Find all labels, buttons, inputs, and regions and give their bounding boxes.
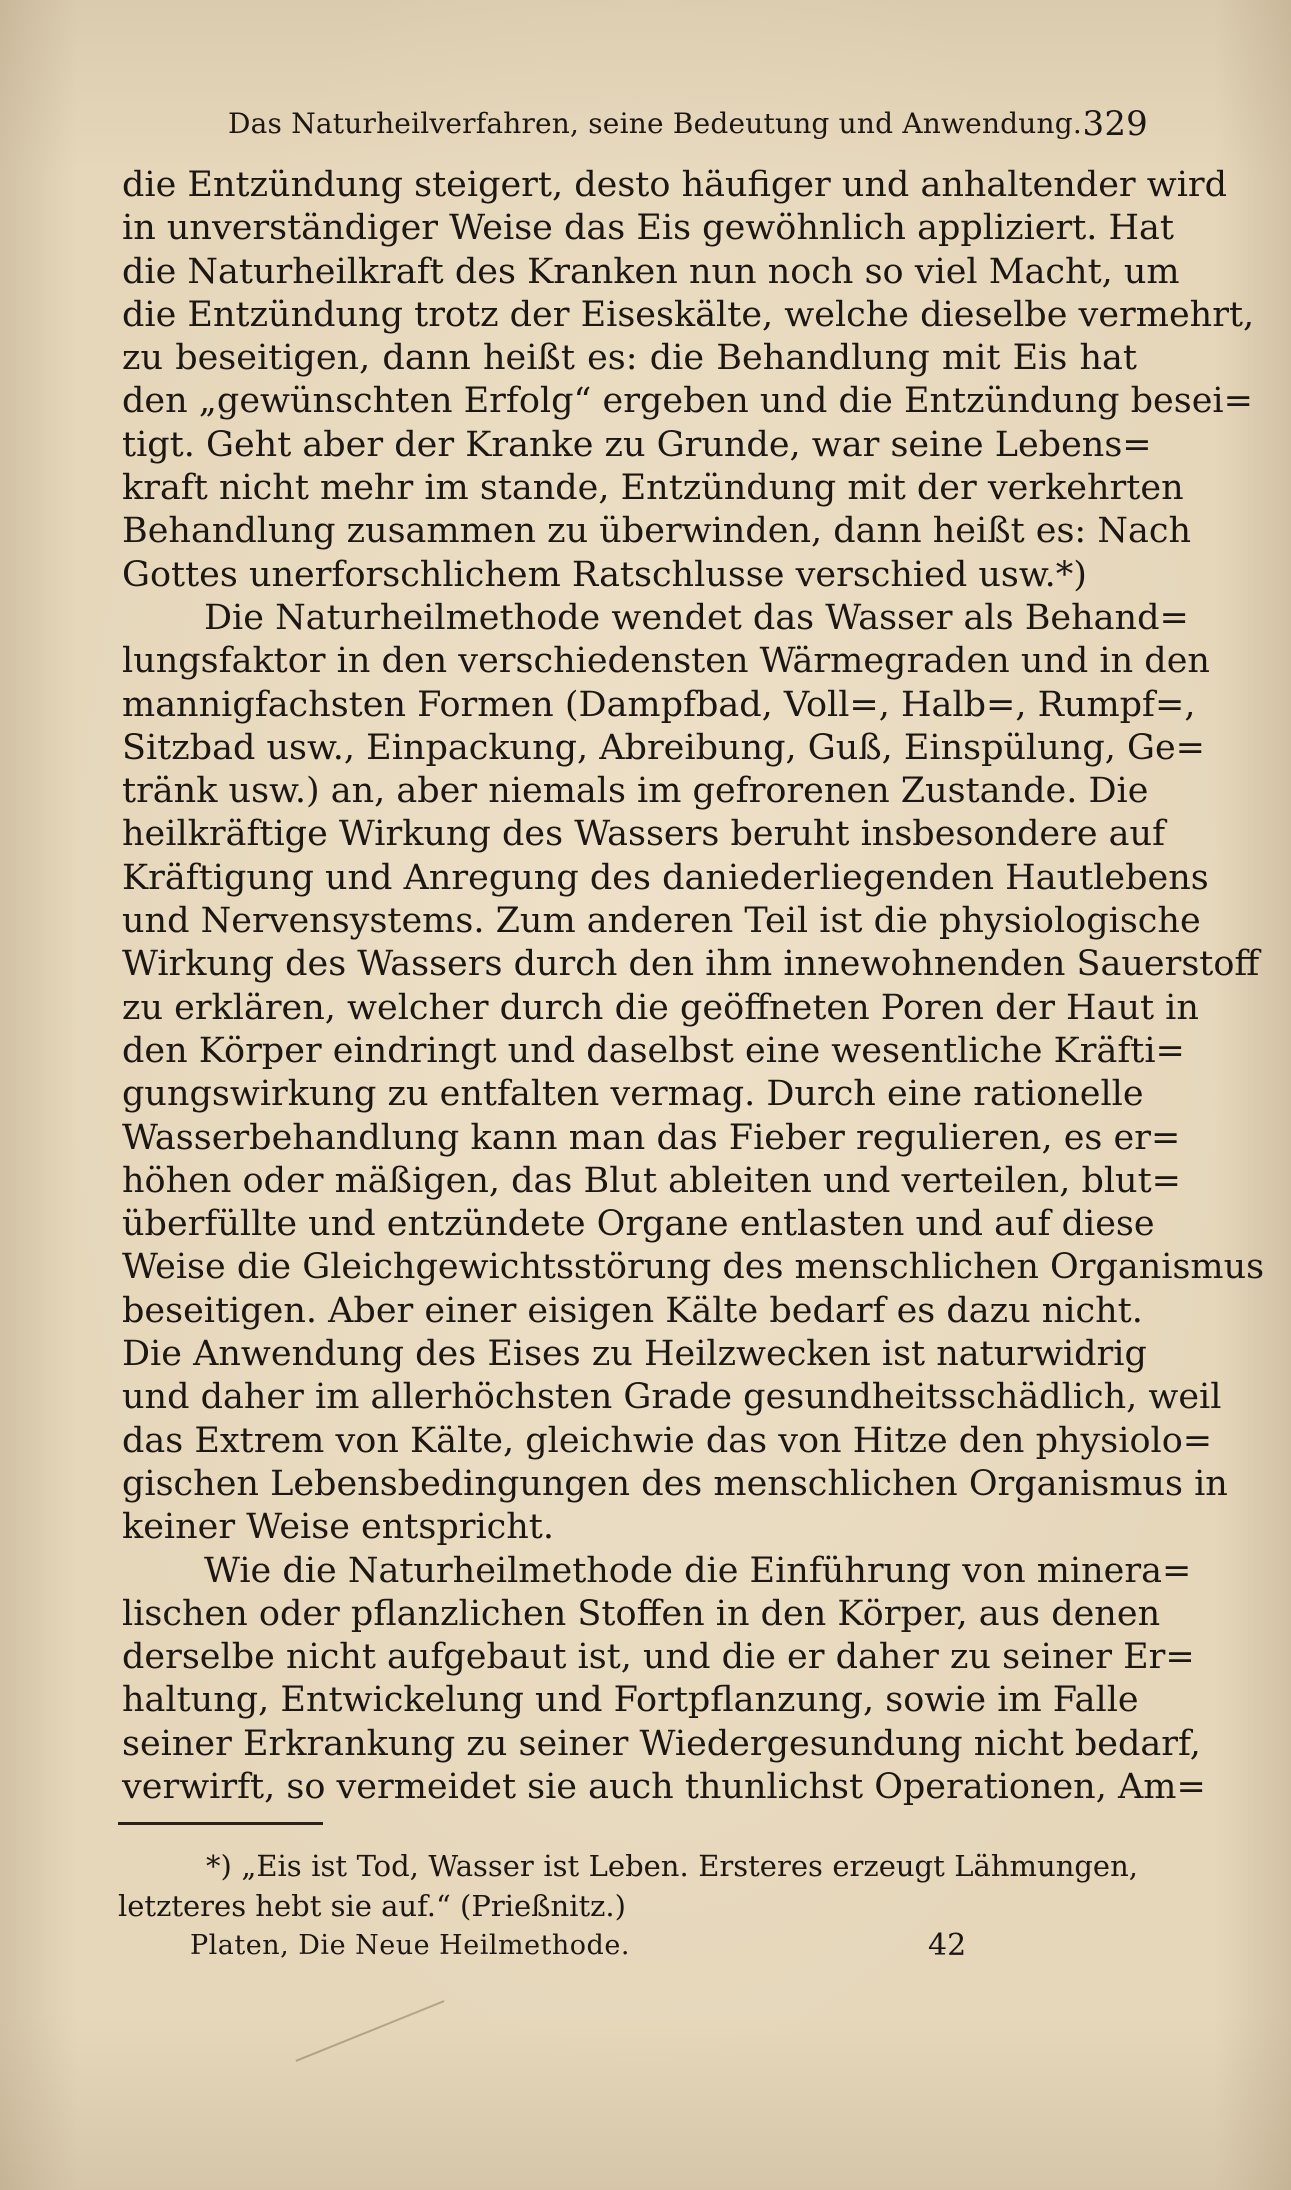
text-line: das Extrem von Kälte, gleichwie das von Hitze den physiolo= <box>122 1420 1213 1461</box>
text-line: kraft nicht mehr im stande, Entzündung mit der verkehrten <box>122 468 1184 509</box>
text-line: Kräftigung und Anregung des daniederliegenden Hautlebens <box>122 857 1209 898</box>
text-line: zu beseitigen, dann heißt es: die Behandlung mit Eis hat <box>122 338 1137 379</box>
text-line: die Naturheilkraft des Kranken nun noch so viel Macht, um <box>122 251 1180 292</box>
text-line: tränk usw.) an, aber niemals im gefrorenen Zustande. Die <box>122 771 1149 812</box>
text-line: überfüllte und entzündete Organe entlasten und auf diese <box>122 1204 1155 1245</box>
sheet-number: 42 <box>928 1928 967 1963</box>
footnote <box>118 1846 1138 1926</box>
footnote-line: *) „Eis ist Tod, Wasser ist Leben. Ersteres erzeugt Lähmungen, <box>206 1849 1138 1883</box>
text-line: in unverständiger Weise das Eis gewöhnlich appliziert. Hat <box>122 208 1174 249</box>
text-line: zu erklären, welcher durch die geöffneten Poren der Haut in <box>122 987 1199 1028</box>
text-line: beseitigen. Aber einer eisigen Kälte bedarf es dazu nicht. <box>122 1290 1143 1331</box>
text-line: mannigfachsten Formen (Dampfbad, Voll=, Halb=, Rumpf=, <box>122 684 1196 725</box>
text-line: Gottes unerforschlichem Ratschlusse verschied usw.*) <box>122 554 1087 595</box>
text-line: derselbe nicht aufgebaut ist, und die er daher zu seiner Er= <box>122 1637 1195 1678</box>
text-line: gischen Lebensbedingungen des menschlichen Organismus in <box>122 1463 1228 1504</box>
text-line: keiner Weise entspricht. <box>122 1507 554 1548</box>
text-line: höhen oder mäßigen, das Blut ableiten und verteilen, blut= <box>122 1160 1181 1201</box>
footnote-line: letzteres hebt sie auf.“ (Prießnitz.) <box>118 1889 626 1923</box>
text-line: und Nervensystems. Zum anderen Teil ist die physiologische <box>122 901 1201 942</box>
footnote-rule <box>118 1822 323 1825</box>
paper-scratch-mark <box>295 2000 444 2062</box>
text-line: Behandlung zusammen zu überwinden, dann heißt es: Nach <box>122 511 1191 552</box>
body-text <box>122 164 1265 1809</box>
page-number: 329 <box>1082 104 1148 144</box>
text-line: seiner Erkrankung zu seiner Wiedergesundung nicht bedarf, <box>122 1723 1201 1764</box>
printer-signature <box>190 1926 967 1966</box>
text-line: heilkräftige Wirkung des Wassers beruht insbesondere auf <box>122 814 1166 855</box>
running-head <box>228 102 1148 146</box>
text-line: Wirkung des Wassers durch den ihm innewohnenden Sauerstoff <box>122 944 1260 985</box>
text-line: die Entzündung steigert, desto häufiger und anhaltender wird <box>122 165 1228 205</box>
text-line: gungswirkung zu entfalten vermag. Durch eine rationelle <box>122 1074 1144 1115</box>
text-line: Wie die Naturheilmethode die Einführung von minera= <box>204 1550 1192 1591</box>
text-line: Weise die Gleichgewichtsstörung des menschlichen Organismus <box>122 1247 1265 1288</box>
text-line: Die Anwendung des Eises zu Heilzwecken ist naturwidrig <box>122 1334 1147 1375</box>
signature-text: Platen, Die Neue Heilmethode. <box>190 1930 630 1961</box>
text-line: und daher im allerhöchsten Grade gesundheitsschädlich, weil <box>122 1377 1222 1418</box>
text-line: die Entzündung trotz der Eiseskälte, welche dieselbe vermehrt, <box>122 294 1255 335</box>
text-line: lischen oder pflanzlichen Stoffen in den Körper, aus denen <box>122 1593 1161 1634</box>
running-title: Das Naturheilverfahren, seine Bedeutung und Anwendung. <box>228 107 1082 140</box>
text-line: den „gewünschten Erfolg“ ergeben und die Entzündung besei= <box>122 381 1253 422</box>
text-line: Sitzbad usw., Einpackung, Abreibung, Guß, Einspülung, Ge= <box>122 727 1205 768</box>
text-line: verwirft, so vermeidet sie auch thunlichst Operationen, Am= <box>122 1766 1206 1807</box>
text-line: tigt. Geht aber der Kranke zu Grunde, war seine Lebens= <box>122 424 1152 465</box>
text-line: Die Naturheilmethode wendet das Wasser als Behand= <box>204 597 1189 638</box>
text-line: Wasserbehandlung kann man das Fieber regulieren, es er= <box>122 1117 1181 1158</box>
text-line: haltung, Entwickelung und Fortpflanzung, sowie im Falle <box>122 1680 1139 1721</box>
text-line: lungsfaktor in den verschiedensten Wärmegraden und in den <box>122 641 1210 682</box>
text-line: den Körper eindringt und daselbst eine wesentliche Kräfti= <box>122 1030 1185 1071</box>
